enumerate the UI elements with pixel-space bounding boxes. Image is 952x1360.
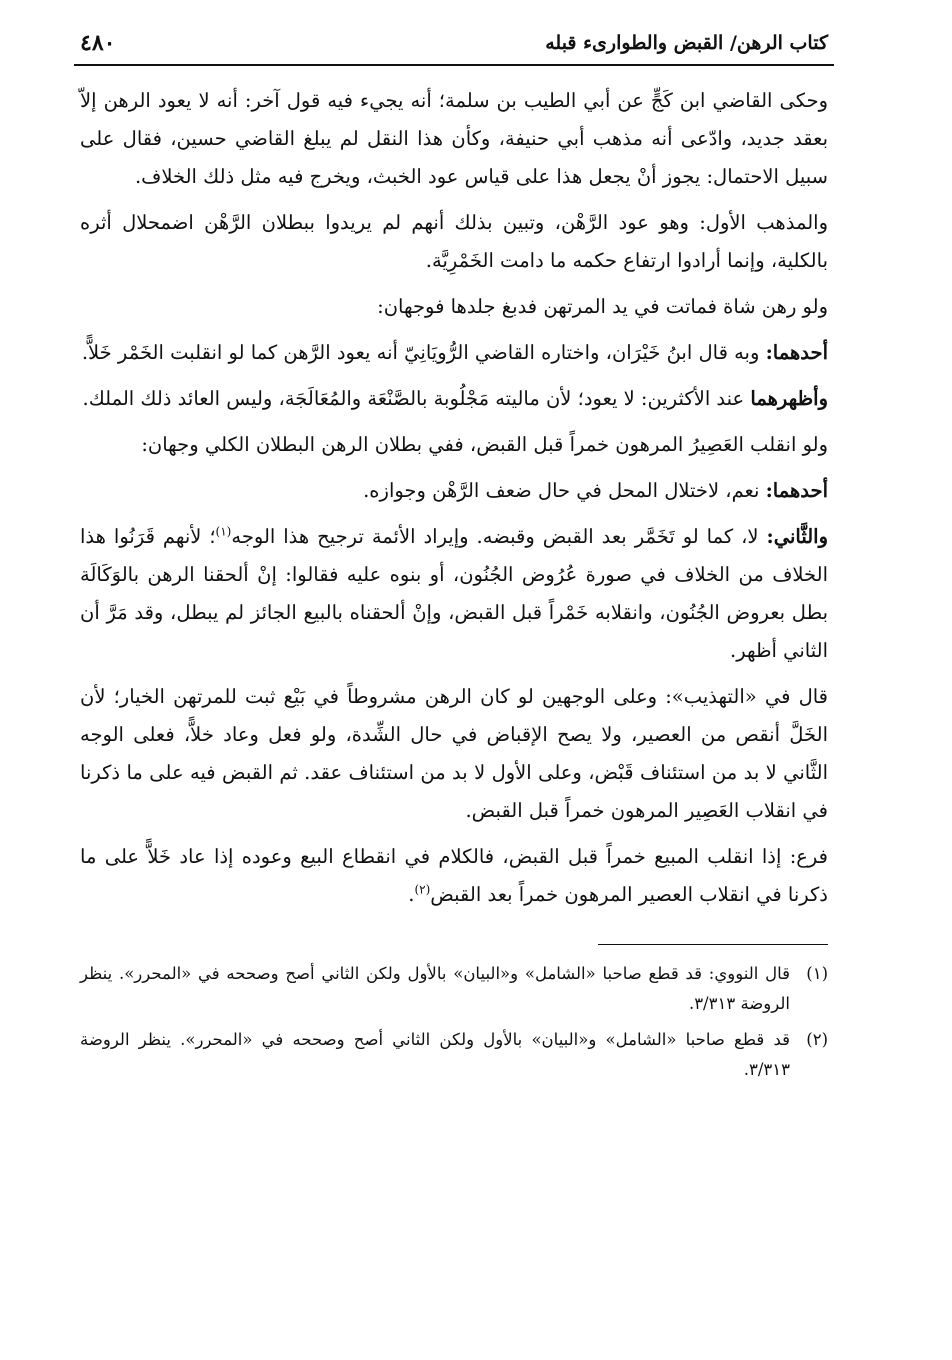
paragraph-text-tail: . (408, 883, 415, 906)
footnote-marker[interactable]: (١) (215, 524, 232, 539)
paragraph-text: فرع: إذا انقلب المبيع خمراً قبل القبض، فالكلام في انقطاع البيع وعوده إذا عاد خَلاًّ على ما ذكرنا في انقلاب العصير المرهون خمراً بعد القبض (80, 845, 828, 906)
footnote (80, 959, 828, 1019)
paragraph-lead: والثَّاني: (766, 525, 828, 548)
paragraph-text: عند الأكثرين: لا يعود؛ لأن ماليته مَجْلُوبة بالصَّنْعَة والمُعَالَجَة، وليس العائد ذلك الملك. (82, 387, 751, 410)
paragraph-lead: أحدهما: (765, 341, 828, 364)
paragraph-text: لا، كما لو تَخَمَّر بعد القبض وقبضه. وإيراد الأئمة ترجيح هذا الوجه (231, 525, 767, 548)
header-rule (74, 64, 834, 66)
paragraph (80, 82, 828, 196)
paragraph (80, 426, 828, 464)
footnote-text: قال النووي: قد قطع صاحبا «الشامل» و«البيان» بالأول ولكن الثاني أصح وصححه في «المحرر». ينظر الروضة ٣/٣١٣. (80, 964, 790, 1013)
paragraph-text: ولو رهن شاة فماتت في يد المرتهن فدبغ جلدها فوجهان: (377, 295, 828, 318)
footnote-number: (١) (806, 964, 828, 983)
main-text (80, 82, 828, 914)
paragraph-text: ولو انقلب العَصِيرُ المرهون خمراً قبل القبض، ففي بطلان الرهن البطلان الكلي وجهان: (141, 433, 828, 456)
paragraph-lead: أحدهما: (765, 479, 828, 502)
paragraph-text: وحكى القاضي ابن كَجٍّ عن أبي الطيب بن سلمة؛ أنه يجيء فيه قول آخر: أنه لا يعود الرهن إلاّ بعقد جديد، وادّعى أنه مذهب أبي حنيفة، وكأن هذا النقل لم يبلغ القاضي حسين، فقال على سبيل الاحتمال: يجوز أنْ يجعل هذا على قياس عود الخبث، ويخرج فيه مثل ذلك الخلاف. (80, 89, 828, 188)
paragraph (80, 288, 828, 326)
page-header (80, 28, 828, 62)
footnote-separator (598, 944, 828, 945)
paragraph-text: نعم، لاختلال المحل في حال ضعف الرَّهْن وجوازه. (363, 479, 766, 502)
paragraph-text: وبه قال ابنُ خَيْرَان، واختاره القاضي الرُّويَانِيّ أنه يعود الرَّهن كما لو انقلبت الخَمْر خَلاًّ. (81, 341, 766, 364)
paragraph (80, 380, 828, 418)
paragraph-lead: وأظهرهما (750, 387, 828, 410)
footnote (80, 1025, 828, 1085)
footnote-text: قد قطع صاحبا «الشامل» و«البيان» بالأول ولكن الثاني أصح وصححه في «المحرر». ينظر الروضة ٣/٣١٣. (80, 1030, 790, 1079)
footnote-marker[interactable]: (٢) (414, 882, 431, 897)
paragraph-text: والمذهب الأول: وهو عود الرَّهْن، وتبين بذلك أنهم لم يريدوا ببطلان الرَّهْن اضمحلال أثره بالكلية، وإنما أرادوا ارتفاع حكمه ما دامت الخَمْرِيَّة. (80, 211, 828, 272)
paragraph (80, 678, 828, 830)
page-number: ٤٨٠ (80, 30, 116, 56)
paragraph (80, 838, 828, 914)
paragraph (80, 518, 828, 670)
paragraph (80, 334, 828, 372)
paragraph-text-tail: ؛ لأنهم قَرَنُوا هذا الخلاف من الخلاف في صورة عُرُوض الجُنُون، أو بنوه عليه فقالوا: إنْ ألحقنا الرهن بالوَكَالَة بطل بعروض الجُنُون، وانقلابه خَمْراً قبل القبض، وإنْ ألحقناه بالبيع الجائز لم يبطل، وقد مَرَّ أن الثاني أظهر. (80, 525, 828, 662)
paragraph-text: قال في «التهذيب»: وعلى الوجهين لو كان الرهن مشروطاً في بَيْع ثبت للمرتهن الخيار؛ لأن الخَلَّ أنقص من العصير، ولا يصح الإقباض في حال الشِّدة، ولو فعل وعاد خلاًّ، فعلى الوجه الثَّاني لا بد من استئناف قَبْض، وعلى الأول لا بد من استئناف عقد. ثم القبض فيه على ما ذكرنا في انقلاب العَصِير المرهون خمراً قبل القبض. (80, 685, 828, 822)
footnote-number: (٢) (806, 1030, 828, 1049)
paragraph (80, 472, 828, 510)
paragraph (80, 204, 828, 280)
footnotes (80, 959, 828, 1085)
running-title: كتاب الرهن/ القبض والطوارىء قبله (545, 32, 828, 54)
